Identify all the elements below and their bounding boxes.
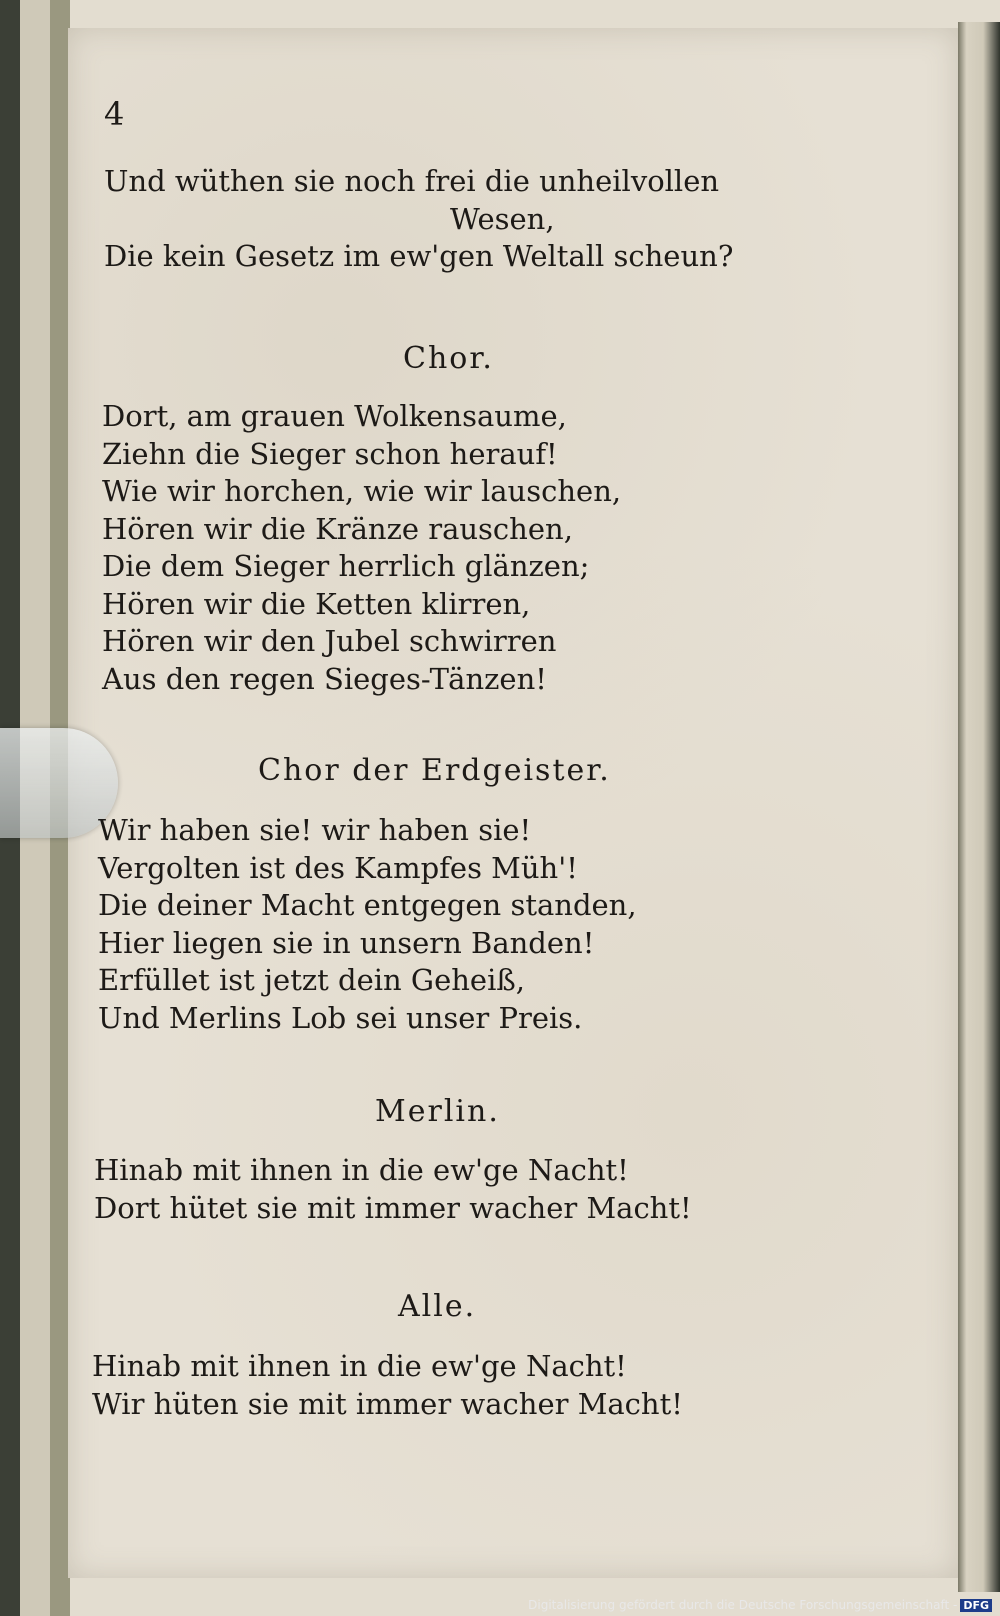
verse-line: Dort hütet sie mit immer wacher Macht! [94,1190,692,1225]
page-number: 4 [104,95,125,133]
chor-stanza [102,398,621,698]
verse-line: Wir haben sie! wir haben sie! [98,813,532,847]
credit-text: Digitalisierung gefördert durch die Deutsche Forschungsgemeinschaft - [528,1598,958,1612]
alle-stanza [92,1348,683,1423]
verse-line: Hinab mit ihnen in die ew'ge Nacht! [92,1349,627,1383]
speaker-heading: Merlin. [375,1094,500,1129]
speaker-heading: Chor der Erdgeister. [258,753,611,788]
verse-line: Wesen, [450,201,555,236]
verse-line: Und Merlins Lob sei unser Preis. [98,1000,583,1035]
verse-line: Und wüthen sie noch frei die unheilvollen [104,164,720,198]
verse-line: Hier liegen sie in unsern Banden! [98,925,595,960]
speaker-heading: Alle. [398,1289,477,1324]
erdgeister-stanza [98,812,637,1037]
opening-stanza [104,163,733,276]
book-spine-edge [958,22,1000,1592]
verse-line: Wie wir horchen, wie wir lauschen, [102,474,622,508]
verse-line: Hören wir die Ketten klirren, [102,586,531,621]
verse-line: Die dem Sieger herrlich glänzen; [102,549,590,583]
verse-line: Aus den regen Sieges-Tänzen! [102,661,547,696]
verse-line: Vergolten ist des Kampfes Müh'! [98,850,578,885]
verse-line: Erfüllet ist jetzt dein Geheiß, [98,963,525,997]
verse-line: Hören wir den Jubel schwirren [102,624,557,658]
dfg-logo: DFG [960,1599,992,1612]
speaker-heading: Chor. [403,341,494,376]
verse-line: Dort, am grauen Wolkensaume, [102,399,567,433]
verse-line: Hinab mit ihnen in die ew'ge Nacht! [94,1153,629,1187]
verse-line: Die kein Gesetz im ew'gen Weltall scheun? [104,239,734,273]
merlin-stanza [94,1152,692,1227]
verse-line: Ziehn die Sieger schon herauf! [102,436,558,471]
verse-line: Hören wir die Kränze rauschen, [102,511,573,546]
digitization-credit [528,1598,992,1612]
verse-line: Die deiner Macht entgegen standen, [98,888,637,922]
verse-line: Wir hüten sie mit immer wacher Macht! [92,1386,683,1421]
